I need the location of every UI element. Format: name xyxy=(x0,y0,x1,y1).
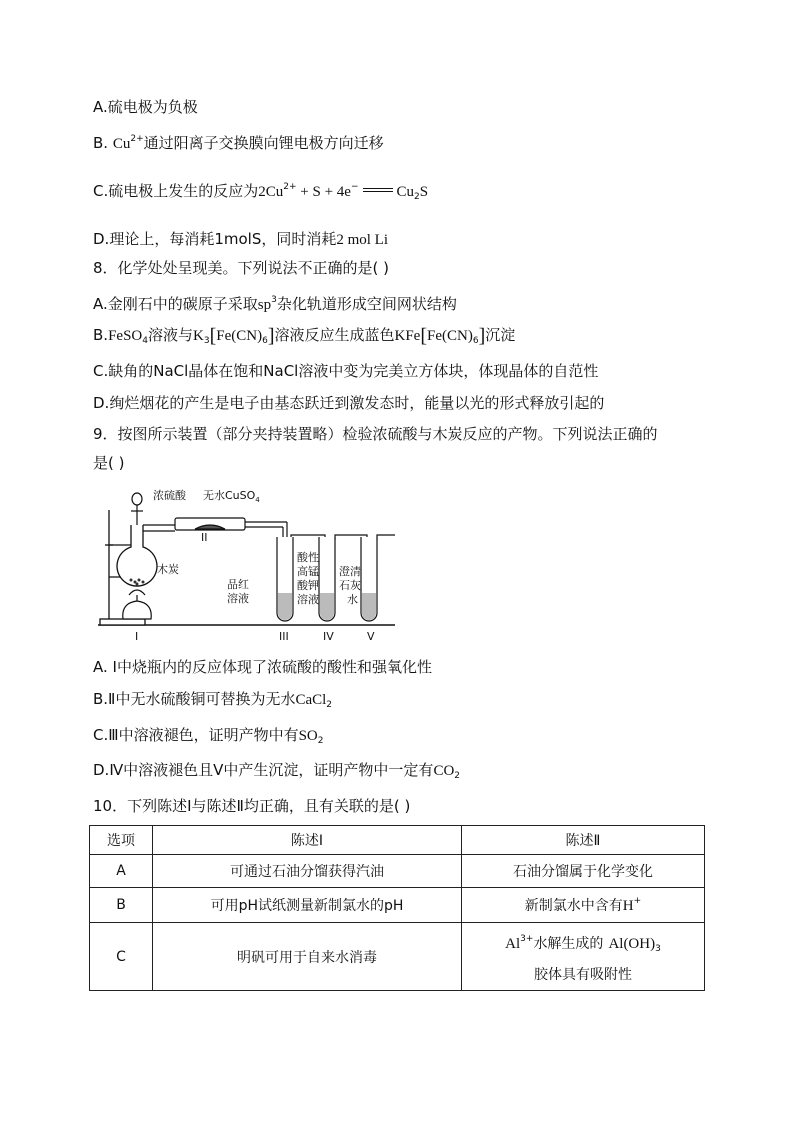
table-header-row xyxy=(90,826,705,855)
label-kmno4-3: 酸钾 xyxy=(297,579,319,592)
table-row xyxy=(90,923,705,991)
header-option: 选项 xyxy=(90,826,153,855)
q8-stem: 8．化学处处呈现美。下列说法不正确的是( ) xyxy=(93,259,390,277)
table-row xyxy=(90,888,705,923)
label-V: V xyxy=(367,630,375,643)
q9-stem-line2: 是( ) xyxy=(93,454,125,472)
label-charcoal: 木炭 xyxy=(157,563,179,576)
row-c-option: C xyxy=(90,923,153,991)
label-kmno4-4: 溶液 xyxy=(297,593,319,606)
q10-stem: 10．下列陈述Ⅰ与陈述Ⅱ均正确，且有关联的是( ) xyxy=(93,797,411,815)
round-flask xyxy=(117,525,175,586)
q8-option-d: D.绚烂烟花的产生是电子由基态跃迁到激发态时，能量以光的形式释放引起的 xyxy=(93,394,605,412)
q8-option-a: A.金刚石中的碳原子采取$sp^3$杂化轨道形成空间网状结构 xyxy=(93,295,457,313)
q8-option-c: C.缺角的NaCl晶体在饱和NaCl溶液中变为完美立方体块，体现晶体的自范性 xyxy=(93,362,599,380)
label-kmno4-2: 高锰 xyxy=(297,565,319,578)
row-b-s1: 可用pH试纸测量新制氯水的pH xyxy=(153,888,462,923)
q9-option-a: A. Ⅰ中烧瓶内的反应体现了浓硫酸的酸性和强氧化性 xyxy=(93,658,432,676)
q10-table xyxy=(89,825,705,991)
label-cuso4: 无水CuSO$_4$ xyxy=(203,489,260,504)
label-lime-1: 澄清 xyxy=(339,565,361,578)
label-kmno4-1: 酸性 xyxy=(297,551,319,564)
row-c-s1: 明矾可用于自来水消毒 xyxy=(153,923,462,991)
q9-option-b: B.Ⅱ中无水硫酸铜可替换为无水CaCl$_2$ xyxy=(93,690,333,710)
q7-option-b: B. $Cu^{2+}$通过阳离子交换膜向锂电极方向迁移 xyxy=(93,134,384,152)
alcohol-lamp xyxy=(123,590,151,619)
q9-stem-line1: 9．按图所示装置（部分夹持装置略）检验浓硫酸与木炭反应的产物。下列说法正确的 xyxy=(93,425,658,443)
q9-option-c: C.Ⅲ中溶液褪色，证明产物中有$SO_2$ xyxy=(93,726,324,746)
label-acid: 浓硫酸 xyxy=(153,489,186,502)
q7-option-c: C.硫电极上发生的反应为$2Cu^{2+} + S + 4e^-$ $Cu_2S$ xyxy=(93,182,429,202)
label-III: III xyxy=(279,630,289,643)
row-b-option: B xyxy=(90,888,153,923)
label-I: I xyxy=(135,630,139,643)
q7-option-a: A.硫电极为负极 xyxy=(93,98,198,116)
header-statement-1: 陈述Ⅰ xyxy=(153,826,462,855)
header-statement-2: 陈述Ⅱ xyxy=(462,826,705,855)
label-IV: IV xyxy=(323,630,334,643)
q9-option-d: D.Ⅳ中溶液褪色且Ⅴ中产生沉淀，证明产物中一定有$CO_2$ xyxy=(93,761,461,781)
apparatus-figure xyxy=(95,485,405,645)
row-b-s2: 新制氯水中含有H+ xyxy=(462,888,705,923)
q7-option-d: D.理论上，每消耗1molS，同时消耗2 mol Li xyxy=(93,230,389,248)
label-pinred-1: 品红 xyxy=(227,578,249,591)
equals-sign xyxy=(363,188,393,192)
q8-option-b: B.FeSO$_4$溶液与$K_3[Fe(CN)_6]$溶液反应生成蓝色$KFe[Fe(CN)_6]$沉淀 xyxy=(93,325,516,347)
label-lime-2: 石灰 xyxy=(339,579,361,592)
row-a-option: A xyxy=(90,855,153,888)
row-a-s1: 可通过石油分馏获得汽油 xyxy=(153,855,462,888)
label-II: II xyxy=(201,531,208,544)
label-lime-3: 水 xyxy=(347,593,358,606)
row-a-s2: 石油分馏属于化学变化 xyxy=(462,855,705,888)
table-row xyxy=(90,855,705,888)
drying-tube xyxy=(175,518,287,530)
row-c-s2: $Al^{3+}$水解生成的 $Al(OH)_3$ 胶体具有吸附性 xyxy=(462,923,705,991)
label-pinred-2: 溶液 xyxy=(227,592,249,605)
